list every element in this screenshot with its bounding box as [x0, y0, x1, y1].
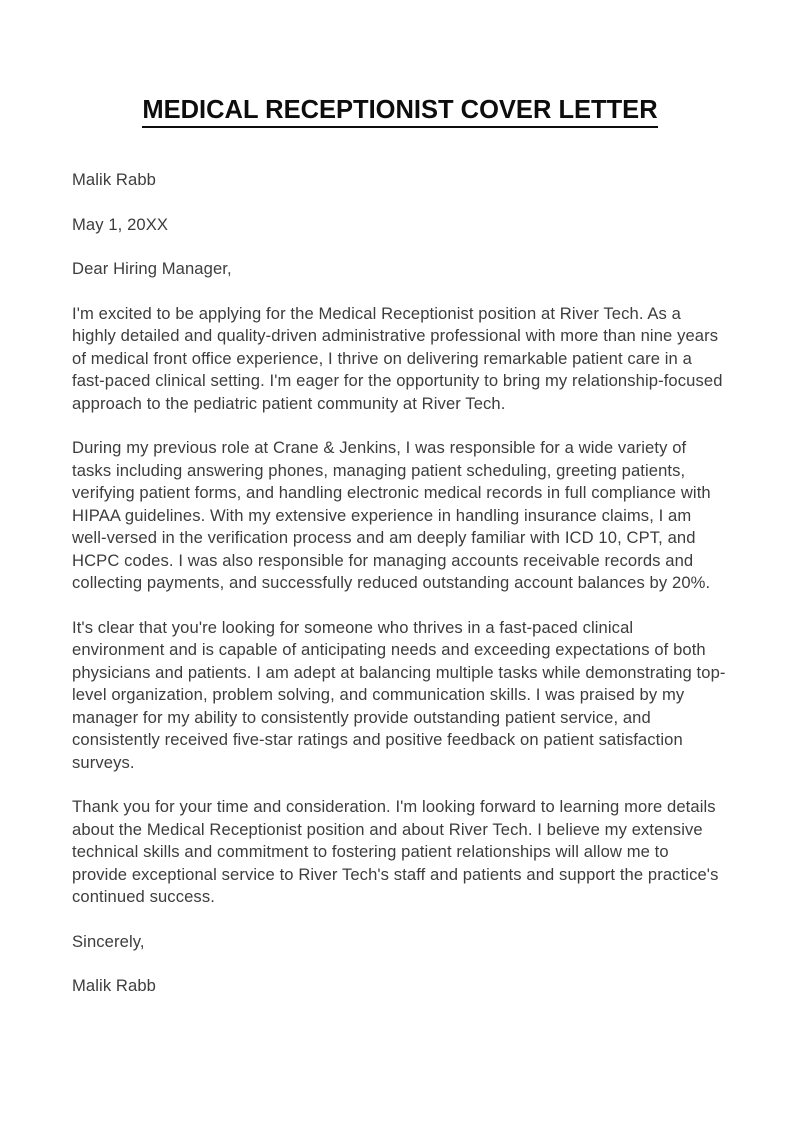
- letter-paragraph: Thank you for your time and consideration. I'm looking forward to learning more details about the Medical Receptionist position and about River Tech. I believe my extensive technical skills and commitment to fostering patient relationships will allow me to provide exceptional service to River Tech's staff and patients and support the practice's continued success.: [72, 797, 719, 906]
- salutation: Dear Hiring Manager,: [72, 259, 232, 278]
- letter-paragraph: I'm excited to be applying for the Medical Receptionist position at River Tech. As a highly detailed and quality-driven administrative professional with more than nine years of medical front office experience, I thrive on delivering remarkable patient care in a fast-paced clinical setting. I'm eager for the opportunity to bring my relationship-focused approach to the pediatric patient community at River Tech.: [72, 303, 723, 413]
- signature: Malik Rabb: [72, 976, 157, 995]
- date-line: May 1, 20XX: [72, 214, 169, 234]
- document-title: MEDICAL RECEPTIONIST COVER LETTER: [142, 95, 657, 128]
- document-title-wrap: [72, 95, 728, 128]
- letter-body: [72, 169, 728, 998]
- sender-name: Malik Rabb: [72, 170, 157, 189]
- letter-paragraph: During my previous role at Crane & Jenkins, I was responsible for a wide variety of tasks including answering phones, managing patient scheduling, greeting patients, verifying patient forms, and handling electronic medical records in full compliance with HIPAA guidelines. With my extensive experience in handling insurance claims, I am well-versed in the verification process and am deeply familiar with ICD 10, CPT, and HCPC codes. I was also responsible for managing accounts receivable records and collecting payments, and successfully reduced outstanding account balances by 20%.: [72, 438, 711, 592]
- closing: Sincerely,: [72, 931, 145, 951]
- letter-paragraph: It's clear that you're looking for someone who thrives in a fast-paced clinical environment and is capable of anticipating needs and exceeding expectations of both physicians and patients. I am adept at balancing multiple tasks while demonstrating top-level organization, problem solving, and communication skills. I was praised by my manager for my ability to consistently provide outstanding patient service, and consistently received five-star ratings and positive feedback on patient satisfaction surveys.: [72, 617, 726, 772]
